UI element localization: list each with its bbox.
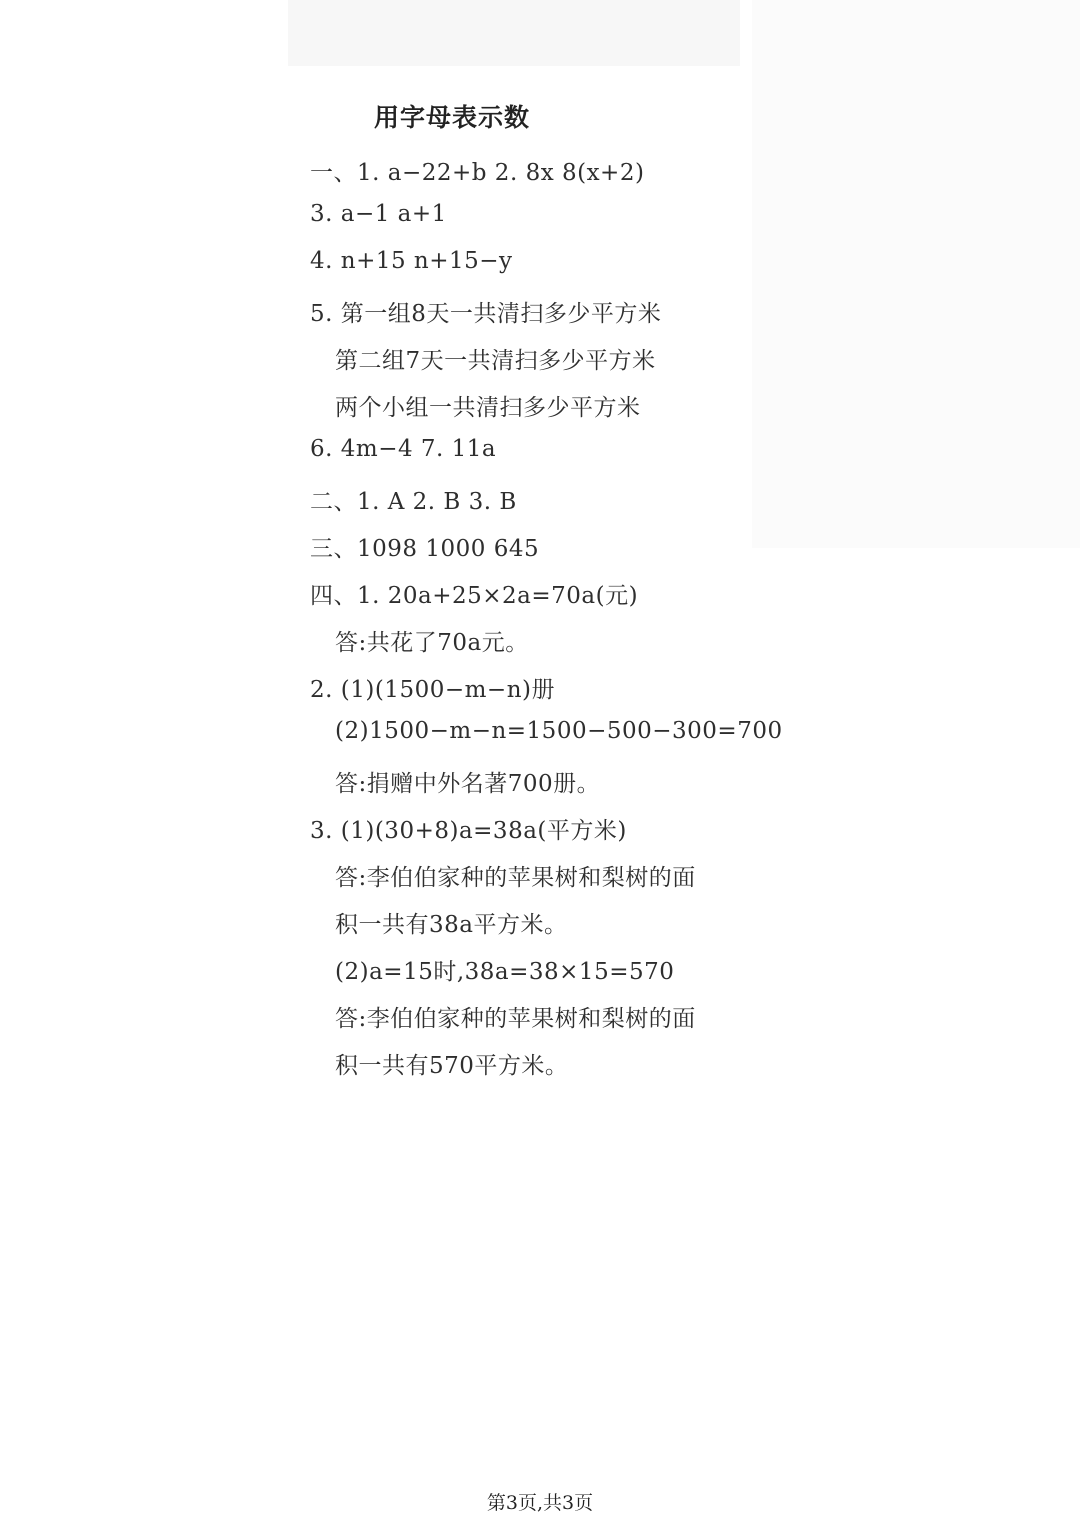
answer-line: 积一共有570平方米。 [335,1053,569,1079]
answer-line: 二、1. A 2. B 3. B [310,489,517,515]
answer-line: 答:李伯伯家种的苹果树和梨树的面 [335,865,696,891]
answer-line: (2)a=15时,38a=38×15=570 [335,959,675,985]
answer-line: 5. 第一组8天一共清扫多少平方米 [310,301,662,327]
answer-line: 积一共有38a平方米。 [335,912,568,938]
page-footer: 第3页,共3页 [486,1492,594,1514]
answer-line: 第二组7天一共清扫多少平方米 [335,348,656,374]
answer-line: 2. (1)(1500−m−n)册 [310,677,555,703]
answer-line: 答:李伯伯家种的苹果树和梨树的面 [335,1006,696,1032]
answer-line: 6. 4m−4 7. 11a [310,436,497,462]
answer-line: 四、1. 20a+25×2a=70a(元) [310,583,639,609]
answer-line: 答:捐赠中外名著700册。 [335,771,601,797]
page-title: 用字母表示数 [374,103,531,132]
answer-line: 答:共花了70a元。 [335,630,529,656]
answer-line: 两个小组一共清扫多少平方米 [335,395,641,421]
answer-line: 3. a−1 a+1 [310,201,447,227]
answer-line: (2)1500−m−n=1500−500−300=700 [335,718,783,744]
answer-line: 一、1. a−22+b 2. 8x 8(x+2) [310,160,645,186]
answer-line: 三、1098 1000 645 [310,536,540,562]
answer-line: 3. (1)(30+8)a=38a(平方米) [310,818,627,844]
answer-line: 4. n+15 n+15−y [310,248,513,274]
scan-shadow-top [288,0,740,66]
scan-shadow-right [752,0,1080,548]
